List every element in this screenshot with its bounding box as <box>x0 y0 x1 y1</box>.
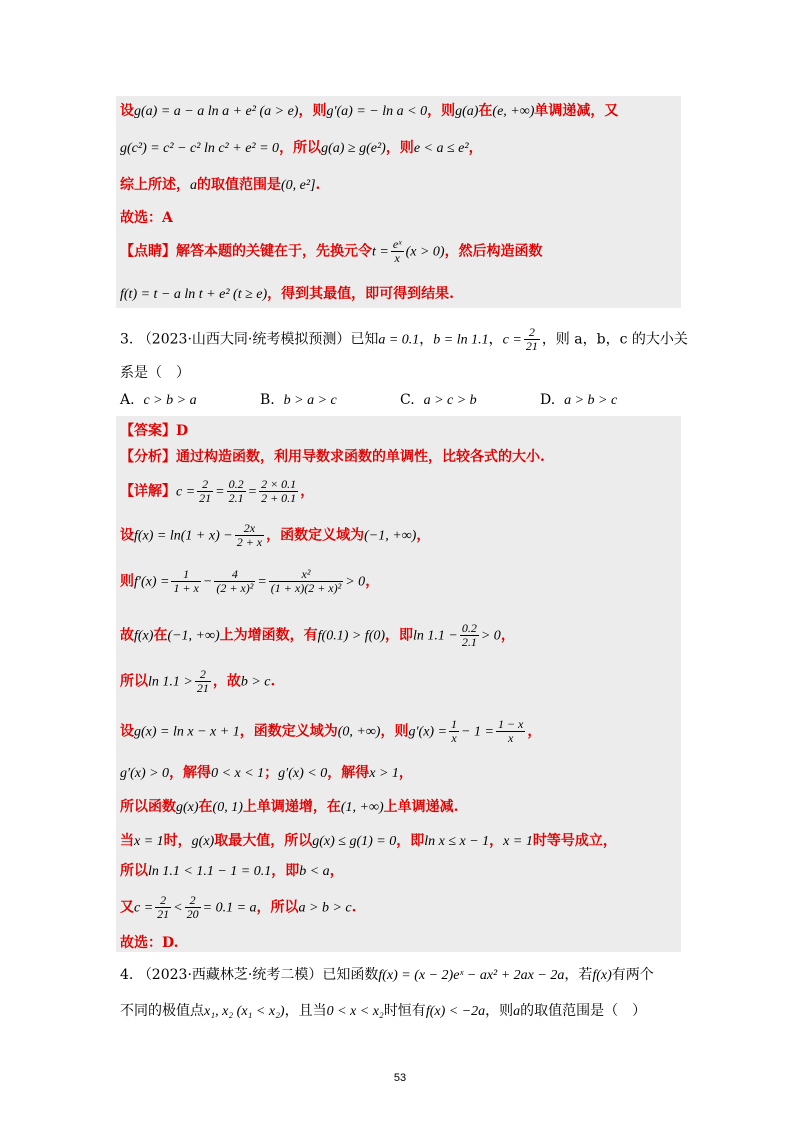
math: g(c²) = c² − c² ln c² + e² = 0 <box>120 141 280 156</box>
math: g(a) <box>455 104 479 119</box>
fraction-denominator: 2.1 <box>461 635 477 649</box>
math: (−1, +∞) <box>167 628 220 644</box>
text: 在 <box>153 627 168 644</box>
question-number: 4. <box>120 967 134 983</box>
text: ，即 <box>396 833 425 849</box>
fraction-denominator: 21 <box>199 491 212 505</box>
math: x = 1 <box>503 834 533 849</box>
math: g′(x) = <box>408 724 448 740</box>
math: g′(a) = − ln a < 0 <box>326 104 428 119</box>
remark-line-2 <box>120 283 454 303</box>
text: ， <box>329 863 344 879</box>
question-3-line-2 <box>120 362 190 382</box>
text: 所以 <box>120 673 148 690</box>
remark-line-1 <box>120 238 543 265</box>
fraction <box>496 718 525 745</box>
text: 当 <box>120 833 134 849</box>
text: ， <box>416 527 431 544</box>
answer-line <box>120 420 188 440</box>
text: 上单调递增，在 <box>242 799 341 815</box>
math: 0 < x < 1 <box>211 766 265 781</box>
fraction-numerator: 2 <box>185 894 201 908</box>
fraction-numerator: 0.2 <box>228 477 244 491</box>
math: = <box>257 574 267 590</box>
text: ， <box>365 573 380 590</box>
option-b <box>260 392 337 409</box>
fraction <box>460 622 479 649</box>
option-label: D. <box>540 392 556 408</box>
math: f(x) <box>592 968 612 983</box>
option-label: C. <box>400 392 415 408</box>
fraction-denominator: 21 <box>196 681 209 695</box>
math: (0, +∞) <box>337 724 381 740</box>
text: ，则 <box>380 723 409 740</box>
math: f(t) = t − a ln t + e² (t ≥ e) <box>120 287 268 302</box>
fraction-numerator: 2 <box>195 668 211 682</box>
question-source: （2023·山西大同·统考模拟预测）已知 <box>137 331 379 348</box>
detail-line <box>120 478 314 505</box>
fraction-denominator: 2 + 0.1 <box>261 491 297 505</box>
text: 故选：A <box>120 210 173 226</box>
math: f(x) < −2a <box>425 1004 486 1019</box>
text: ，得到其最值，即可得到结果. <box>267 286 455 302</box>
text: ； <box>264 765 279 781</box>
fraction-denominator: 2 + x <box>236 535 263 549</box>
fraction-denominator: x <box>394 251 400 265</box>
text: ，则 <box>427 103 456 119</box>
math: 0 < x < x₂ <box>326 1004 384 1019</box>
option-label: A. <box>120 392 135 408</box>
text: ， <box>489 833 504 849</box>
text: 设 <box>120 723 134 740</box>
math: > 0 <box>345 574 366 590</box>
math: b > a > c <box>283 393 337 408</box>
text: ，所以 <box>279 140 322 156</box>
text: 【详解】 <box>120 483 176 500</box>
text: 取最大值，所以 <box>214 833 313 849</box>
math: < <box>173 900 183 916</box>
step-9 <box>120 860 344 880</box>
text: 【答案】D <box>120 423 189 439</box>
math: g(a) = a − a ln a + e² (a > e) <box>134 104 299 119</box>
math: a > b > c <box>298 900 352 916</box>
option-d <box>540 392 617 409</box>
math: g(x) <box>176 800 199 815</box>
text: 【分析】通过构造函数，利用导数求函数的单调性，比较各式的大小. <box>120 449 545 465</box>
text: ， <box>419 331 434 348</box>
step-6 <box>120 762 413 782</box>
math: b = ln 1.1 <box>433 332 489 348</box>
choice-line <box>120 207 173 227</box>
fraction-numerator: 4 <box>214 568 255 582</box>
math: f(x) = (x − 2)eˣ − ax² + 2ax − 2a <box>378 968 565 983</box>
text: 设 <box>120 103 134 119</box>
math: = 0.1 = a <box>202 900 257 916</box>
text: ， <box>527 723 542 740</box>
fraction <box>227 478 246 505</box>
fraction-numerator: 1 − x <box>497 717 524 731</box>
text: 的取值范围是（ ） <box>520 1003 647 1019</box>
text: 时恒有 <box>383 1003 426 1019</box>
text: 在 <box>478 103 493 119</box>
text: . <box>315 177 321 193</box>
solution-line-3 <box>120 174 320 194</box>
fraction <box>195 668 211 695</box>
fraction <box>449 718 459 745</box>
option-label: B. <box>260 392 275 408</box>
math: (x > 0) <box>405 244 445 260</box>
question-source: （2023·西藏林芝·统考二模）已知函数 <box>137 967 379 983</box>
text: ，且当 <box>284 1003 327 1019</box>
analysis-line <box>120 446 545 466</box>
solution-line-1 <box>120 100 618 120</box>
text: ，则 <box>385 140 414 156</box>
math: ln 1.1 > <box>148 674 193 690</box>
text: ，则 <box>485 1003 514 1019</box>
math: (1, +∞) <box>340 800 384 815</box>
step-5 <box>120 718 541 745</box>
fraction-numerator: 2 <box>524 326 540 340</box>
text: ，解得 <box>169 765 212 781</box>
text: ， <box>500 627 515 644</box>
fraction-denominator: 20 <box>186 907 199 921</box>
text: 综上所述， <box>120 177 190 193</box>
text: ，函数定义域为 <box>239 723 338 740</box>
fraction-denominator: 2.1 <box>228 491 244 505</box>
text: 有两个 <box>611 967 654 983</box>
math: x = 1 <box>134 834 164 849</box>
math: g′(x) < 0 <box>278 766 328 781</box>
fraction <box>197 478 213 505</box>
final-choice-line <box>120 932 179 952</box>
text: ，即 <box>271 863 300 879</box>
math: ln 1.1 − <box>413 628 458 644</box>
fraction-denominator: (1 + x)(2 + x)² <box>270 581 342 595</box>
math: (e, +∞) <box>492 104 535 119</box>
text: . <box>351 899 357 916</box>
math: x > 1 <box>369 766 399 781</box>
math: a > c > b <box>423 393 477 408</box>
step-4 <box>120 668 275 695</box>
fraction <box>185 894 201 921</box>
text: 时， <box>163 833 192 849</box>
math: b < a <box>299 864 330 879</box>
page-number: 53 <box>393 1072 407 1084</box>
fraction <box>214 568 255 595</box>
step-2 <box>120 568 379 595</box>
fraction-denominator: 21 <box>157 907 170 921</box>
math: = <box>247 484 258 500</box>
fraction-numerator: 2x <box>235 522 264 536</box>
math: = <box>215 484 225 500</box>
math: c > b > a <box>143 393 197 408</box>
math: c = <box>502 332 522 348</box>
question-3-line-1 <box>120 326 688 353</box>
text: ， <box>488 331 503 348</box>
math: c = <box>176 484 196 500</box>
math: f(x) = ln(1 + x) − <box>134 528 233 544</box>
fraction <box>235 522 264 549</box>
text: ，所以 <box>256 899 299 916</box>
text: ，若 <box>564 967 593 983</box>
fraction-denominator: (2 + x)² <box>216 581 254 595</box>
solution-box-top <box>116 96 681 308</box>
fraction-denominator: 1 + x <box>173 581 199 595</box>
fraction <box>524 326 540 353</box>
text: 故 <box>120 627 134 644</box>
text: ， <box>468 140 483 156</box>
math: f′(x) = <box>134 574 170 590</box>
text: ， <box>300 483 315 500</box>
text: ，则 <box>298 103 327 119</box>
fraction <box>269 568 343 595</box>
math: x₁, x₂ (x₁ < x₂) <box>204 1004 285 1019</box>
fraction-denominator: 21 <box>525 339 538 353</box>
text: ，然后构造函数 <box>444 243 543 260</box>
solution-line-2 <box>120 137 483 157</box>
fraction-numerator: 1 <box>171 568 200 582</box>
fraction-numerator: eˣ <box>392 237 402 251</box>
math: t = <box>372 244 389 260</box>
fraction-numerator: 2 <box>155 894 171 908</box>
text: . <box>270 673 276 690</box>
text: 系是（ ） <box>120 365 190 381</box>
text: 的取值范围是 <box>197 177 281 193</box>
math: ln 1.1 < 1.1 − 1 = 0.1 <box>148 864 272 879</box>
fraction <box>391 238 404 265</box>
step-1 <box>120 522 430 549</box>
math: (−1, +∞) <box>364 528 417 544</box>
text: 在 <box>198 799 213 815</box>
math: a = 0.1 <box>378 332 420 348</box>
option-c <box>400 392 477 409</box>
question-number: 3. <box>120 331 134 348</box>
fraction <box>259 478 298 505</box>
step-10 <box>120 894 357 921</box>
math: g(x) = ln x − x + 1 <box>134 724 240 740</box>
text: 【点睛】解答本题的关键在于，先换元令 <box>120 243 372 260</box>
fraction-numerator: x² <box>269 568 343 582</box>
text: ，解得 <box>327 765 370 781</box>
fraction-denominator: x <box>507 731 514 745</box>
fraction-numerator: 1 <box>451 717 458 731</box>
step-8 <box>120 830 617 850</box>
math: c = <box>134 900 154 916</box>
math: g(x) ≤ g(1) = 0 <box>312 834 397 849</box>
text: 又 <box>120 899 134 916</box>
text: ，故 <box>212 673 241 690</box>
text: 上为增函数，有 <box>219 627 318 644</box>
step-3 <box>120 622 515 649</box>
math: ln x ≤ x − 1 <box>424 834 490 849</box>
text: 所以函数 <box>120 799 176 815</box>
fraction-numerator: 0.2 <box>461 621 477 635</box>
math: − 1 = <box>461 724 494 740</box>
option-a <box>120 392 197 409</box>
text: 则 <box>120 573 134 590</box>
text: 上单调递减. <box>383 799 459 815</box>
text: 故选：D. <box>120 935 179 951</box>
fraction <box>155 894 171 921</box>
fraction <box>171 568 200 595</box>
text: ，即 <box>385 627 414 644</box>
math: (0, 1) <box>212 800 243 815</box>
math: (0, e²] <box>281 178 316 193</box>
math: f(x) <box>134 628 154 644</box>
math: a <box>513 1004 521 1019</box>
text: 所以 <box>120 863 148 879</box>
text: ，则 a，b，c 的大小关 <box>541 331 688 348</box>
fraction-denominator: x <box>451 731 457 745</box>
fraction-numerator: 2 × 0.1 <box>261 477 297 491</box>
math: g(a) ≥ g(e²) <box>321 141 386 156</box>
fraction-numerator: 2 <box>197 478 213 492</box>
text: 时等号成立， <box>532 833 617 849</box>
math: g(x) <box>191 834 215 849</box>
step-7 <box>120 796 459 816</box>
text: ， <box>398 765 413 781</box>
text: 设 <box>120 527 134 544</box>
math: f(0.1) > f(0) <box>317 628 386 644</box>
math: b > c <box>240 674 271 690</box>
math: e < a ≤ e² <box>413 141 469 156</box>
text: 不同的极值点 <box>120 1003 204 1019</box>
math: − <box>202 574 213 590</box>
math: > 0 <box>480 628 501 644</box>
math: a <box>190 178 197 193</box>
text: ，函数定义域为 <box>266 527 365 544</box>
question-4-line-2 <box>120 1000 646 1020</box>
text: 单调递减，又 <box>534 103 619 119</box>
math: g′(x) > 0 <box>120 766 170 781</box>
question-4-line-1 <box>120 964 654 984</box>
math: a > b > c <box>564 393 618 408</box>
